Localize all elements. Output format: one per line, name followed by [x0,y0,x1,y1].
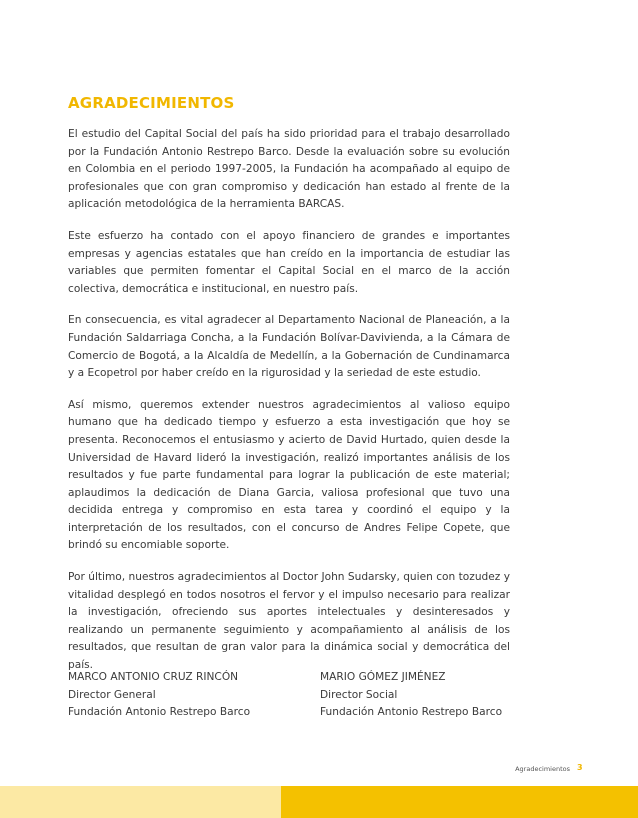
footer-bar-dark [281,786,638,818]
paragraph-team: Así mismo, queremos extender nuestros agradecimientos al valioso equipo humano que ha dedicado tiempo y esfuerzo a esta investigación que hoy se presenta. Reconocemos el entusiasmo y acierto de David Hurtado, quien desde la Universidad de Havard lideró la investigación, realizó importantes análisis de los resultados y fue parte fundamental para lograr la publicación de este material; aplaudimos la dedicación de Diana Garcia, valiosa profesional que tuvo una decidida entrega y compromiso en esta tarea y coordinó el equipo y la interpretación de los resultados, con el concurso de Andres Felipe Copete, que brindó su encomiable soporte. [68,398,510,552]
signature-right [320,669,502,722]
footer-section-label: Agradecimientos [515,765,570,773]
signatory-role: Director Social [320,688,398,701]
paragraph-closing: Por último, nuestros agradecimientos al Doctor John Sudarsky, quien con tozudez y vitalidad desplegó en todos nosotros el fervor y el impulso necesario para realizar la investigación, ofreciendo sus aportes intelectuales y desinteresados y realizando un permanente seguimiento y acompañamiento al análisis de los resultados, que resultan de gran valor para la dinámica social y democrática del país. [68,571,510,672]
page-number: 3 [577,763,583,772]
signatory-organization: Fundación Antonio Restrepo Barco [320,706,503,719]
signatory-organization: Fundación Antonio Restrepo Barco [68,706,251,719]
signatory-name: MARIO GÓMEZ JIMÉNEZ [320,671,446,683]
signatory-name: MARCO ANTONIO CRUZ RINCÓN [68,671,239,683]
page-title: AGRADECIMIENTOS [68,94,235,112]
paragraph-intro: El estudio del Capital Social del país ha sido prioridad para el trabajo desarrollado por la Fundación Antonio Restrepo Barco. Desde la evaluación sobre su evolución en Colombia en el periodo 1997-2005, la Fundación ha acompañado al equipo de profesionales que con gran compromiso y dedicación han estado al frente de la aplicación metodológica de la herramienta BARCAS. [68,128,510,211]
footer-bar-light [0,786,281,818]
paragraph-support: Este esfuerzo ha contado con el apoyo financiero de grandes e importantes empresas y agencias estatales que han creído en la importancia de estudiar las variables que permiten fomentar el Capital Social en el marco de la acción colectiva, democrática e institucional, en nuestro país. [68,229,510,295]
signature-left [68,669,250,722]
paragraph-institutions: En consecuencia, es vital agradecer al Departamento Nacional de Planeación, a la Fundación Saldarriaga Concha, a la Fundación Bolívar-Davivienda, a la Cámara de Comercio de Bogotá, a la Alcaldía de Medellín, a la Gobernación de Cundinamarca y a Ecopetrol por haber creído en la rigurosidad y la seriedad de este estudio. [68,314,510,380]
body-text [68,126,510,689]
signatory-role: Director General [68,688,156,701]
